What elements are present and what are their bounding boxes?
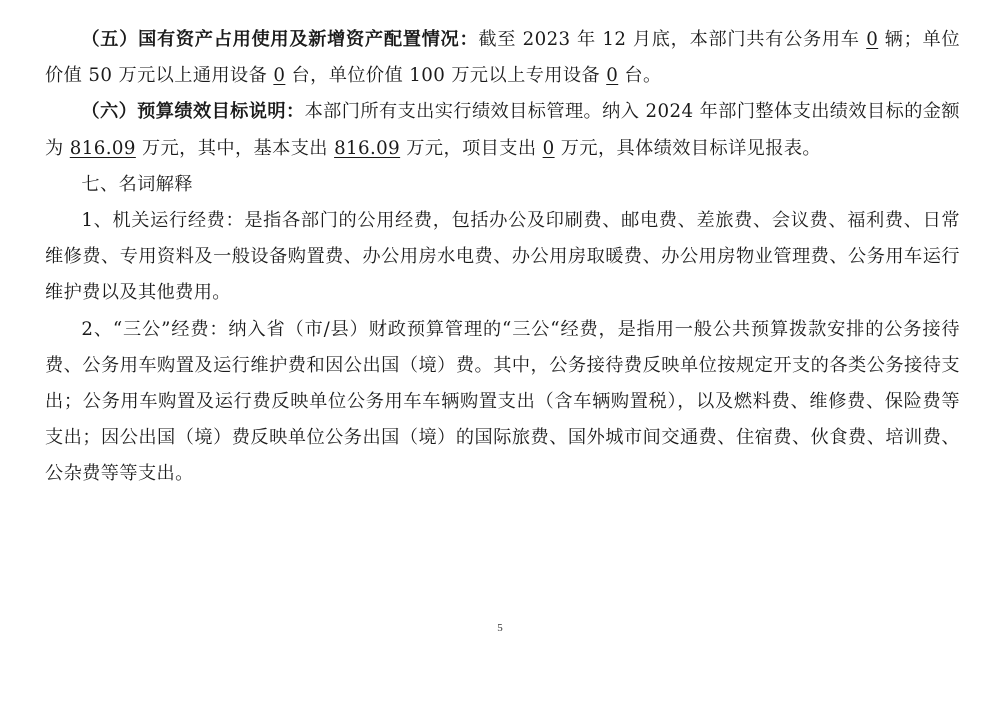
text-fragment: 台。 — [618, 65, 662, 87]
vehicle-count: 0 — [866, 29, 879, 50]
text-fragment: 辆；单位价值 50 万元以上通用设备 — [45, 29, 960, 87]
basic-amount: 816.09 — [334, 137, 401, 159]
paragraph-state-assets — [45, 22, 960, 94]
text-fragment: 截至 2023 年 12 月底，本部门共有公务用车 — [478, 29, 867, 50]
project-amount: 0 — [542, 137, 555, 159]
text-fragment: 台，单位价值 100 万元以上专用设备 — [285, 65, 607, 87]
text-fragment: 万元，其中，基本支出 — [135, 137, 335, 159]
section-title-state-assets: （五）国有资产占用使用及新增资产配置情况： — [81, 29, 479, 50]
text-fragment: 本部门所有支出实行绩效目标管理。纳入 2024 年部门整体支出绩效目标的金额为 — [45, 101, 960, 159]
total-amount: 816.09 — [69, 137, 136, 159]
page-number: 5 — [497, 622, 503, 634]
glossary-item-three-public-expenses: 2、“三公”经费：纳入省（市/县）财政预算管理的“三公“经费，是指用一般公共预算拨款安排的公务接待费、公务用车购置及运行维护费和因公出国（境）费。其中，公务接待费反映单位按规定开支的各类公务接待支出；公务用车购置及运行费反映单位公务用车车辆购置支出（含车辆购置税），以及燃料费、维修费、保险费等支出；因公出国（境）费反映单位公务出国（境）的国际旅费、国外城市间交通费、住宿费、伙食费、培训费、公杂费等等支出。 — [45, 318, 960, 485]
section-heading-glossary: 七、名词解释 — [81, 173, 193, 195]
paragraph-performance-goals — [45, 94, 960, 166]
section-title-performance-goals: （六）预算绩效目标说明： — [81, 101, 305, 123]
glossary-item-operating-expenses: 1、机关运行经费：是指各部门的公用经费，包括办公及印刷费、邮电费、差旅费、会议费、福利费、日常维修费、专用资料及一般设备购置费、办公用房水电费、办公用房取暖费、办公用房物业管理费、公务用车运行维护费以及其他费用。 — [45, 210, 960, 304]
general-equipment-count: 0 — [273, 65, 286, 87]
text-fragment: 万元，项目支出 — [400, 137, 543, 159]
document-page — [45, 22, 960, 493]
special-equipment-count: 0 — [606, 65, 619, 87]
text-fragment: 万元，具体绩效目标详见报表。 — [554, 137, 822, 159]
